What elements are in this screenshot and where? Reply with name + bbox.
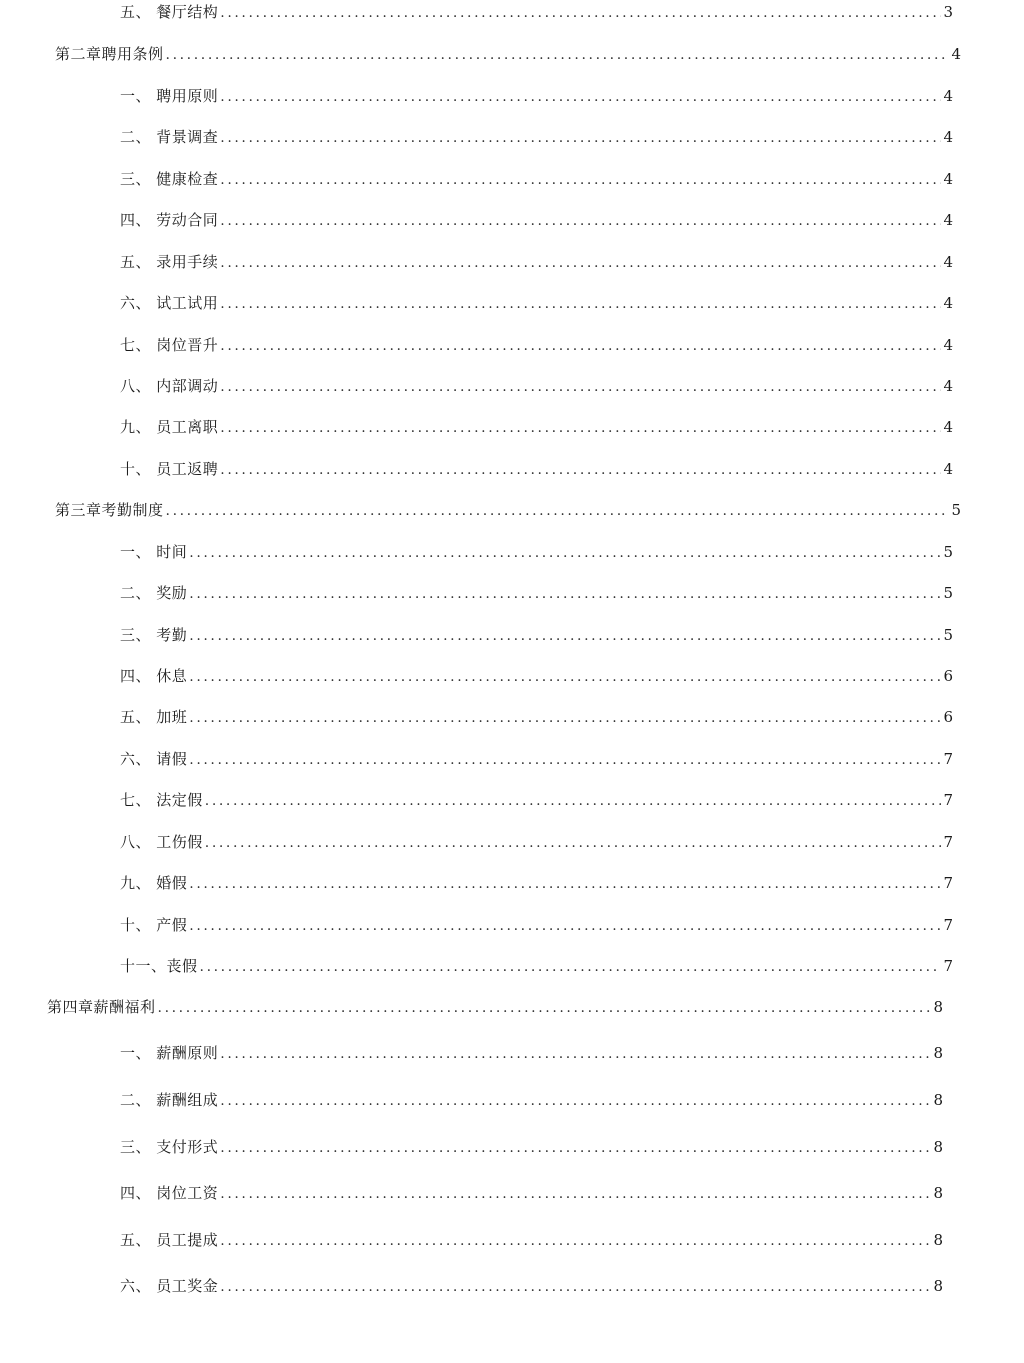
toc-page-number: 4 — [943, 377, 953, 395]
toc-dot-leader — [220, 460, 941, 480]
toc-dot-leader — [220, 1091, 931, 1111]
toc-entry-label: 十、 产假 — [120, 916, 188, 934]
toc-dot-leader — [166, 45, 950, 65]
toc-entry-label: 一、 时间 — [120, 543, 188, 561]
toc-page-number: 3 — [943, 3, 953, 21]
toc-entry-label: 十、 员工返聘 — [120, 460, 219, 478]
toc-section-entry[interactable] — [120, 252, 953, 272]
toc-dot-leader — [220, 294, 941, 314]
toc-section-entry[interactable] — [120, 749, 953, 769]
toc-entry-label: 二、 背景调查 — [120, 128, 219, 146]
toc-dot-leader — [220, 128, 941, 148]
toc-page-number: 7 — [943, 750, 953, 768]
toc-dot-leader — [220, 377, 941, 397]
toc-section-entry[interactable] — [120, 335, 953, 355]
toc-dot-leader — [220, 87, 941, 107]
toc-entry-label: 五、 员工提成 — [120, 1231, 219, 1249]
toc-dot-leader — [189, 874, 941, 894]
toc-dot-leader — [205, 833, 942, 853]
toc-dot-leader — [189, 584, 941, 604]
toc-entry-label: 六、 员工奖金 — [120, 1277, 219, 1295]
toc-page-number: 8 — [933, 1277, 943, 1295]
toc-entry-label: 八、 内部调动 — [120, 377, 219, 395]
toc-entry-label: 九、 婚假 — [120, 874, 188, 892]
toc-section-entry[interactable] — [120, 1276, 943, 1296]
toc-section-entry[interactable] — [120, 666, 953, 686]
toc-dot-leader — [220, 253, 941, 273]
toc-entry-label: 五、 加班 — [120, 708, 188, 726]
toc-section-entry[interactable] — [120, 915, 953, 935]
toc-page-number: 7 — [943, 916, 953, 934]
toc-entry-label: 一、 薪酬原则 — [120, 1044, 219, 1062]
toc-page-number: 7 — [943, 833, 953, 851]
toc-page-number: 6 — [943, 708, 953, 726]
toc-page-number: 4 — [943, 128, 953, 146]
toc-entry-label: 四、 岗位工资 — [120, 1184, 219, 1202]
toc-section-entry[interactable] — [120, 1183, 943, 1203]
toc-section-entry[interactable] — [120, 956, 953, 976]
toc-section-entry[interactable] — [120, 583, 953, 603]
toc-entry-label: 二、 奖励 — [120, 584, 188, 602]
toc-section-entry[interactable] — [120, 1137, 943, 1157]
toc-dot-leader — [220, 1184, 931, 1204]
toc-dot-leader — [189, 708, 941, 728]
toc-page-number: 5 — [951, 501, 961, 519]
toc-entry-label: 二、 薪酬组成 — [120, 1091, 219, 1109]
toc-entry-label: 七、 法定假 — [120, 791, 203, 809]
toc-dot-leader — [189, 543, 941, 563]
toc-entry-label: 五、 餐厅结构 — [120, 3, 219, 21]
toc-entry-label: 七、 岗位晋升 — [120, 336, 219, 354]
toc-entry-label: 三、 健康检查 — [120, 170, 219, 188]
toc-page-number: 7 — [943, 874, 953, 892]
toc-page-number: 5 — [943, 584, 953, 602]
toc-entry-label: 六、 请假 — [120, 750, 188, 768]
toc-page-number: 4 — [943, 418, 953, 436]
toc-dot-leader — [205, 791, 942, 811]
toc-section-entry[interactable] — [120, 417, 953, 437]
toc-section-entry[interactable] — [120, 293, 953, 313]
toc-dot-leader — [220, 418, 941, 438]
toc-section-entry[interactable] — [120, 376, 953, 396]
toc-dot-leader — [166, 501, 950, 521]
toc-section-entry[interactable] — [120, 210, 953, 230]
toc-section-entry[interactable] — [120, 127, 953, 147]
toc-page-number: 4 — [943, 170, 953, 188]
toc-entry-label: 三、 支付形式 — [120, 1138, 219, 1156]
toc-section-entry[interactable] — [120, 459, 953, 479]
toc-section-entry[interactable] — [120, 1043, 943, 1063]
toc-page-number: 4 — [943, 211, 953, 229]
toc-section-entry[interactable] — [120, 832, 953, 852]
toc-section-entry[interactable] — [120, 86, 953, 106]
toc-page-number: 5 — [943, 543, 953, 561]
toc-page-number: 7 — [943, 957, 953, 975]
toc-dot-leader — [220, 1231, 931, 1251]
toc-dot-leader — [220, 1044, 931, 1064]
toc-section-entry[interactable] — [120, 1230, 943, 1250]
toc-dot-leader — [189, 667, 941, 687]
toc-page-number: 4 — [943, 253, 953, 271]
toc-section-entry[interactable] — [120, 2, 953, 22]
toc-section-entry[interactable] — [120, 625, 953, 645]
toc-section-entry[interactable] — [120, 542, 953, 562]
toc-dot-leader — [220, 1138, 931, 1158]
toc-dot-leader — [200, 957, 942, 977]
toc-entry-label: 十一、丧假 — [120, 957, 198, 975]
toc-dot-leader — [158, 998, 932, 1018]
toc-dot-leader — [220, 336, 941, 356]
toc-page-number: 8 — [933, 1231, 943, 1249]
toc-page-number: 4 — [943, 460, 953, 478]
toc-entry-label: 一、 聘用原则 — [120, 87, 219, 105]
toc-chapter-entry[interactable] — [55, 44, 961, 64]
toc-dot-leader — [220, 3, 941, 23]
toc-page-number: 8 — [933, 1138, 943, 1156]
toc-page-number: 7 — [943, 791, 953, 809]
toc-page-number: 8 — [933, 1044, 943, 1062]
toc-page-number: 8 — [933, 1091, 943, 1109]
toc-section-entry[interactable] — [120, 790, 953, 810]
toc-page-number: 5 — [943, 626, 953, 644]
toc-page-number: 4 — [943, 87, 953, 105]
toc-entry-label: 第三章考勤制度 — [55, 501, 164, 519]
toc-section-entry[interactable] — [120, 1090, 943, 1110]
toc-entry-label: 五、 录用手续 — [120, 253, 219, 271]
toc-page-number: 4 — [943, 294, 953, 312]
toc-entry-label: 第二章聘用条例 — [55, 45, 164, 63]
toc-dot-leader — [220, 211, 941, 231]
toc-entry-label: 第四章薪酬福利 — [47, 998, 156, 1016]
toc-entry-label: 四、 劳动合同 — [120, 211, 219, 229]
toc-chapter-entry[interactable] — [55, 500, 961, 520]
toc-section-entry[interactable] — [120, 169, 953, 189]
toc-dot-leader — [189, 626, 941, 646]
toc-entry-label: 四、 休息 — [120, 667, 188, 685]
toc-dot-leader — [189, 916, 941, 936]
toc-dot-leader — [220, 1277, 931, 1297]
toc-entry-label: 六、 试工试用 — [120, 294, 219, 312]
toc-chapter-entry[interactable] — [47, 997, 943, 1017]
toc-entry-label: 九、 员工离职 — [120, 418, 219, 436]
toc-section-entry[interactable] — [120, 873, 953, 893]
toc-section-entry[interactable] — [120, 707, 953, 727]
toc-dot-leader — [189, 750, 941, 770]
toc-entry-label: 八、 工伤假 — [120, 833, 203, 851]
toc-page-number: 6 — [943, 667, 953, 685]
toc-page-number: 8 — [933, 998, 943, 1016]
toc-dot-leader — [220, 170, 941, 190]
toc-page-number: 4 — [951, 45, 961, 63]
toc-entry-label: 三、 考勤 — [120, 626, 188, 644]
toc-page-number: 4 — [943, 336, 953, 354]
toc-page-number: 8 — [933, 1184, 943, 1202]
